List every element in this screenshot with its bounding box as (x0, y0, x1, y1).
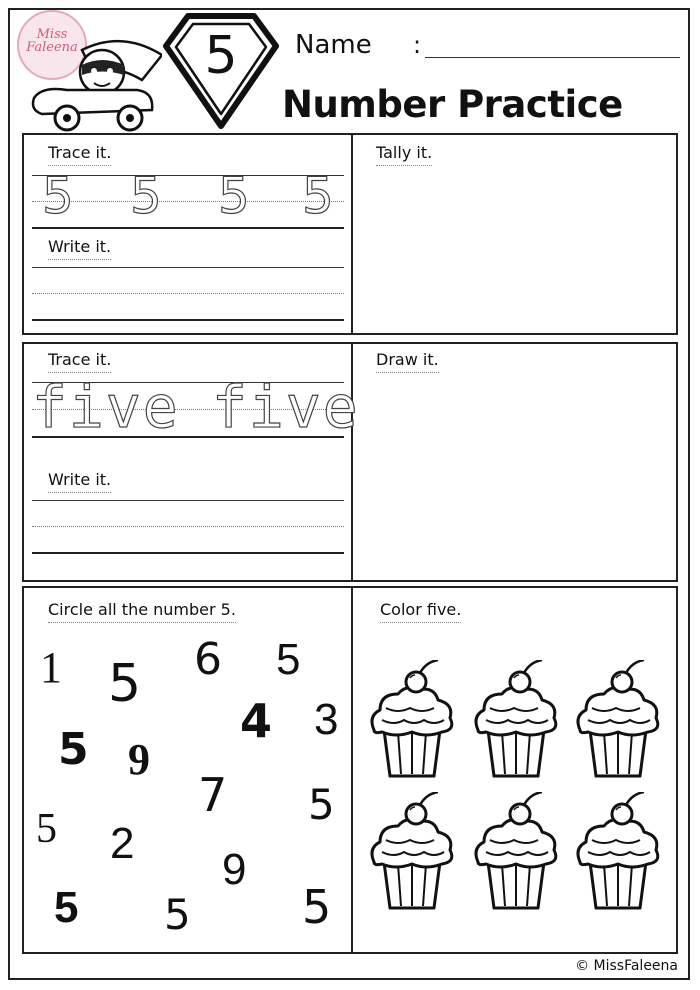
number-option[interactable]: 5 (54, 883, 79, 932)
cupcake-icon[interactable] (468, 660, 564, 780)
trace-base-line (32, 227, 344, 229)
write-label: Write it. (48, 237, 112, 256)
section-trace-digit (22, 133, 678, 335)
trace-mid-line (32, 201, 344, 202)
number-option[interactable]: 1 (40, 643, 62, 692)
trace-top-line (32, 175, 344, 176)
number-option[interactable]: 9 (222, 845, 247, 894)
number-option[interactable]: 5 (108, 654, 142, 714)
name-label: Name (295, 30, 372, 60)
trace-digit[interactable]: 5 (302, 167, 334, 225)
name-colon: : (413, 31, 422, 59)
cupcake-icon[interactable] (468, 792, 564, 912)
trace-digit[interactable]: 5 (130, 167, 162, 225)
write-mid-line[interactable] (32, 293, 344, 294)
write-top-line[interactable] (32, 500, 344, 501)
page-title: Number Practice (282, 83, 623, 126)
number-option[interactable]: 5 (36, 806, 57, 852)
number-option[interactable]: 7 (198, 768, 228, 822)
number-option[interactable]: 5 (276, 635, 301, 684)
write-top-line[interactable] (32, 267, 344, 268)
cupcake-icon[interactable] (570, 792, 666, 912)
write-label: Write it. (48, 470, 112, 489)
superhero-logo (12, 10, 162, 135)
trace-digit[interactable]: 5 (42, 167, 74, 225)
tally-area[interactable] (358, 171, 670, 326)
trace-label: Trace it. (48, 350, 112, 369)
logo-text: Miss Faleena (26, 27, 78, 55)
trace-word[interactable]: five (212, 373, 360, 441)
number-badge (160, 10, 282, 130)
cupcake-icon[interactable] (364, 660, 460, 780)
number-option[interactable]: 4 (240, 694, 273, 748)
write-base-line[interactable] (32, 552, 344, 554)
trace-label: Trace it. (48, 143, 112, 162)
section-divider (351, 588, 353, 952)
write-mid-line[interactable] (32, 526, 344, 527)
trace-word[interactable]: five (32, 373, 180, 441)
write-base-line[interactable] (32, 319, 344, 321)
name-field[interactable] (425, 57, 680, 58)
number-option[interactable]: 5 (164, 890, 191, 939)
number-option[interactable]: 5 (302, 880, 332, 934)
cupcake-icon[interactable] (570, 660, 666, 780)
circle-label: Circle all the number 5. (48, 600, 236, 619)
badge-digit: 5 (204, 26, 238, 86)
draw-area[interactable] (358, 380, 670, 575)
number-option[interactable]: 6 (194, 634, 222, 685)
section-divider (351, 135, 353, 333)
number-option[interactable]: 5 (58, 724, 89, 775)
copyright-credit: © MissFaleena (575, 958, 678, 974)
section-trace-word (22, 342, 678, 582)
number-option[interactable]: 2 (110, 819, 135, 868)
section-circle-color (22, 586, 678, 954)
number-option[interactable]: 5 (308, 780, 335, 829)
number-option[interactable]: 3 (314, 695, 339, 744)
cupcake-icon[interactable] (364, 792, 460, 912)
draw-label: Draw it. (376, 350, 439, 369)
number-option[interactable]: 9 (128, 735, 150, 784)
tally-label: Tally it. (376, 143, 433, 162)
color-label: Color five. (380, 600, 462, 619)
trace-digit[interactable]: 5 (218, 167, 250, 225)
